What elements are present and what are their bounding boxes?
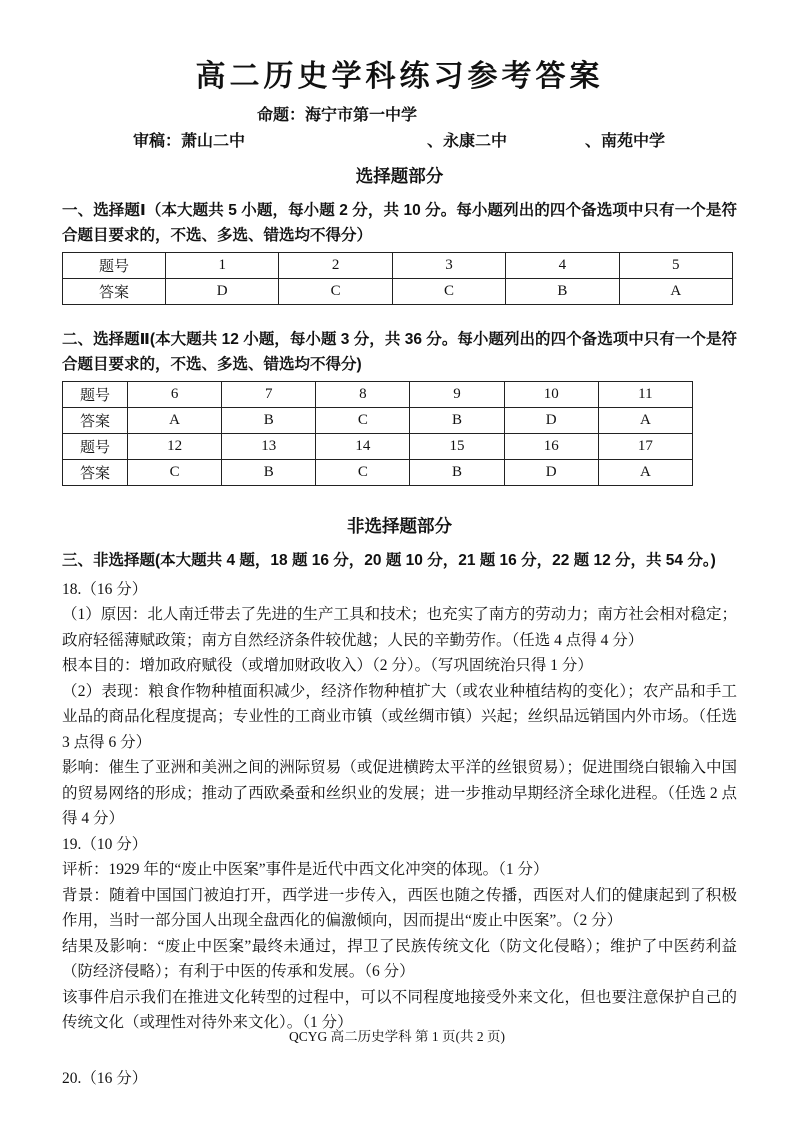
table-cell: 10 [504, 381, 598, 407]
question-20-header: 20.（16 分） [62, 1069, 148, 1087]
table-cell: 1 [166, 252, 279, 278]
table-cell: 7 [222, 381, 316, 407]
table-cell: 13 [222, 433, 316, 459]
table-cell: 题号 [63, 252, 166, 278]
reviewer-school-2: 、永康二中 [427, 132, 508, 150]
question-19-paragraph: 评析：1929 年的“废止中医案”事件是近代中西文化冲突的体现。（1 分） [62, 861, 549, 878]
table-cell: 题号 [63, 433, 128, 459]
part2-intro: 二、选择题Ⅱ(本大题共 12 小题，每小题 3 分，共 36 分。每小题列出的四个备选项中只有一个是符合题目要求的，不选、多选、错选均不得分) [62, 330, 737, 373]
table-cell: B [410, 407, 504, 433]
table-row [63, 433, 693, 459]
table-cell: 2 [279, 252, 392, 278]
table-cell: 12 [128, 433, 222, 459]
table-cell: B [506, 278, 619, 304]
question-18-paragraph: 影响：催生了亚洲和美洲之间的洲际贸易（或促进横跨太平洋的丝银贸易）；促进围绕白银输入中国的贸易网络的形成；推动了西欧桑蚕和丝织业的发展；进一步推动早期经济全球化进程。（任选 2 点得 4 分） [62, 759, 737, 827]
part3-intro: 三、非选择题(本大题共 4 题，18 题 16 分，20 题 10 分，21 题 16 分，22 题 12 分，共 54 分。) [62, 551, 716, 569]
table-cell: 题号 [63, 381, 128, 407]
table-cell: D [504, 459, 598, 485]
table-row [63, 407, 693, 433]
table-cell: 6 [128, 381, 222, 407]
question-19-paragraph: 背景：随着中国国门被迫打开，西学进一步传入，西医也随之传播，西医对人们的健康起到了积极作用，当时一部分国人出现全盘西化的偏激倾向，因而提出“废止中医案”。（2 分） [62, 886, 737, 929]
table-cell: 16 [504, 433, 598, 459]
question-18-header: 18.（16 分） [62, 580, 148, 598]
spacer [62, 486, 737, 504]
page-footer: QCYG 高二历史学科 第 1 页(共 2 页) [289, 1029, 505, 1044]
table-cell: 9 [410, 381, 504, 407]
table-row [63, 278, 733, 304]
table-cell: D [504, 407, 598, 433]
table-cell: A [598, 407, 692, 433]
question-19-header: 19.（10 分） [62, 835, 148, 853]
part1-intro: 一、选择题Ⅰ（本大题共 5 小题，每小题 2 分，共 10 分。每小题列出的四个备选项中只有一个是符合题目要求的，不选、多选、错选均不得分） [62, 201, 737, 244]
setter-line: 命题：海宁市第一中学 [257, 106, 418, 124]
page-title: 高二历史学科练习参考答案 [195, 60, 604, 93]
table-cell: B [222, 459, 316, 485]
answer-table-part2 [62, 381, 693, 486]
table-cell: A [598, 459, 692, 485]
question-19-paragraph: 结果及影响：“废止中医案”最终未通过，捍卫了民族传统文化（防文化侵略）；维护了中医药利益（防经济侵略）；有利于中医的传承和发展。（6 分） [62, 937, 737, 980]
table-cell: B [222, 407, 316, 433]
table-row [63, 459, 693, 485]
table-cell: C [128, 459, 222, 485]
table-cell: 答案 [63, 459, 128, 485]
table-cell: C [316, 407, 410, 433]
table-cell: C [392, 278, 505, 304]
table-cell: 4 [506, 252, 619, 278]
table-cell: 17 [598, 433, 692, 459]
spacer [62, 305, 737, 327]
reviewer-line [62, 130, 737, 154]
choice-section-heading: 选择题部分 [355, 165, 444, 186]
reviewer-school-3: 、南苑中学 [585, 132, 666, 150]
table-cell: A [619, 278, 732, 304]
question-18-paragraph: 根本目的：增加政府赋役（或增加财政收入）（2 分）。（写巩固统治只得 1 分） [62, 657, 593, 674]
table-cell: 15 [410, 433, 504, 459]
table-cell: A [128, 407, 222, 433]
table-row [63, 252, 733, 278]
table-cell: 3 [392, 252, 505, 278]
question-18-paragraph: （2）表现：粮食作物种植面积减少，经济作物种植扩大（或农业种植结构的变化）；农产品和手工业品的商品化程度提高；专业性的工商业市镇（或丝绸市镇）兴起；丝织品远销国内外市场。（任选 3 点得 6 分） [62, 682, 737, 751]
table-cell: B [410, 459, 504, 485]
table-cell: 14 [316, 433, 410, 459]
table-cell: 11 [598, 381, 692, 407]
table-cell: 答案 [63, 278, 166, 304]
table-row [63, 381, 693, 407]
page-content [62, 58, 737, 1091]
table-cell: C [316, 459, 410, 485]
reviewer-school-1: 审稿：萧山二中 [133, 132, 246, 150]
answer-table-part1 [62, 252, 733, 305]
table-cell: C [279, 278, 392, 304]
question-18-paragraph: （1）原因：北人南迁带去了先进的生产工具和技术；也充实了南方的劳动力；南方社会相对稳定；政府轻徭薄赋政策；南方自然经济条件较优越；人民的辛勤劳作。（任选 4 点得 4 分） [62, 606, 737, 649]
nonchoice-section-heading: 非选择题部分 [347, 515, 452, 536]
table-cell: D [166, 278, 279, 304]
question-19-paragraph: 该事件启示我们在推进文化转型的过程中，可以不同程度地接受外来文化，但也要注意保护自己的传统文化（或理性对待外来文化）。（1 分） [62, 988, 737, 1031]
table-cell: 5 [619, 252, 732, 278]
table-cell: 答案 [63, 407, 128, 433]
table-cell: 8 [316, 381, 410, 407]
